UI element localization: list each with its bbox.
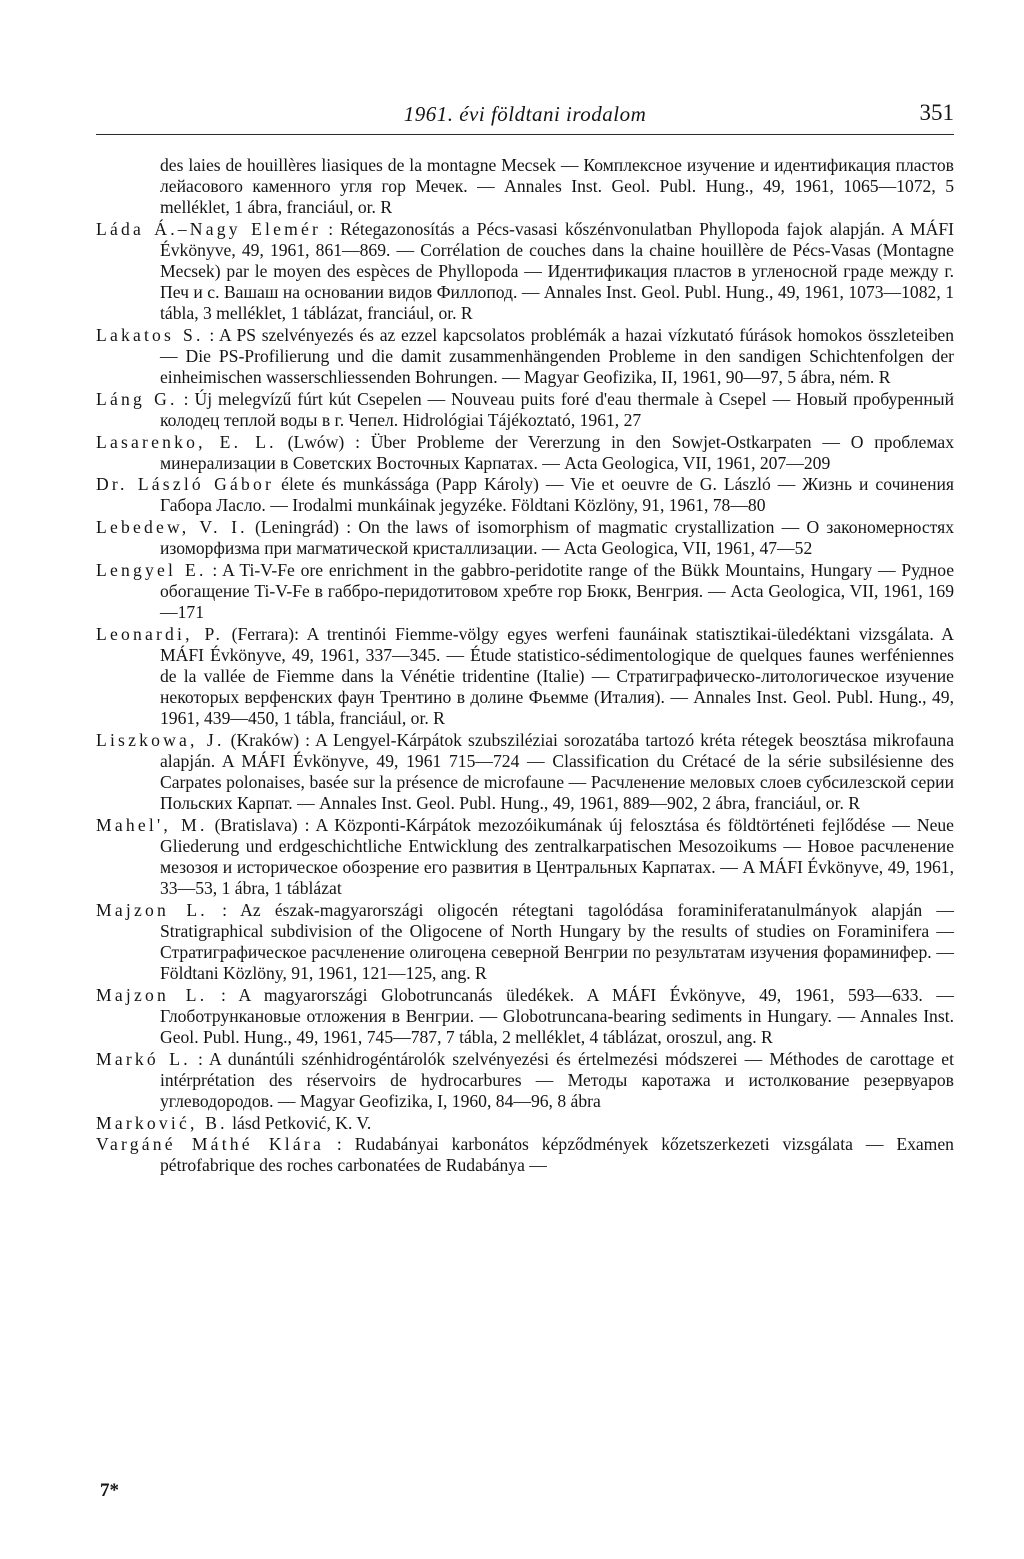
running-title: 1961. évi földtani irodalom xyxy=(403,102,647,126)
entry-author: Dr. László Gábor xyxy=(96,474,275,495)
bibliography-entry xyxy=(96,1049,954,1112)
entry-author: Lebedew, V. I. xyxy=(96,517,248,538)
bibliography-entry xyxy=(96,624,954,729)
bibliography-entry xyxy=(96,389,954,431)
entry-author: Majzon L. xyxy=(96,984,208,1005)
entry-author: Vargáné Máthé Klára xyxy=(96,1134,324,1155)
entry-text: (Lwów) : Über Probleme der Vererzung in den Sowjet-Ostkarpaten — О проблемах минерализации в Советских Восточных Карпатах. — Acta Geologica, VII, 1961, 207—209 xyxy=(160,431,954,473)
entry-author: Leonardi, P. xyxy=(96,623,224,644)
entry-text: élete és munkássága (Papp Károly) — Vie et oeuvre de G. László — Жизнь и сочинения Габора Ласло. — Irodalmi munkáinak jegyzéke. Földtani Közlöny, 91, 1961, 78—80 xyxy=(160,474,954,516)
entry-text: (Bratislava) : A Központi-Kárpátok mezozóikumának új felosztása és földtörténeti fejlődése — Neue Gliederung und erdgeschichtliche Entwicklung des zentralkarpatischen Mesozoikums — Новое расчленение мезозоя и историческое обозрение его развития в Центральных Карпатах. — A MÁFI Évkönyve, 49, 1961, 33—53, 1 ábra, 1 táblázat xyxy=(160,814,954,899)
entry-author: Láda Á.–Nagy Elemér xyxy=(96,218,322,239)
entry-author: Mahel', M. xyxy=(96,814,208,835)
entry-author: Liszkowa, J. xyxy=(96,729,225,750)
bibliography-entry xyxy=(96,560,954,623)
entry-author: Marković, B. xyxy=(96,1112,228,1133)
entry-text: : Új melegvízű fúrt kút Csepelen — Nouveau puits foré d'eau thermale à Csepel — Новый пробуренный колодец теплой воды в г. Чепел. Hidrológiai Tájékoztató, 1961, 27 xyxy=(160,388,954,430)
bibliography-entry xyxy=(96,815,954,899)
bibliography-entry xyxy=(96,219,954,324)
entry-author: Lakatos S. xyxy=(96,324,204,345)
entry-author: Markó L. xyxy=(96,1048,191,1069)
bibliography-entry xyxy=(96,432,954,474)
entry-text: : Az észak-magyarországi oligocén rétegtani tagolódása foraminiferatanulmányok alapján — Stratigraphical subdivision of the Oligocene of North Hungary by the results of studies on Foraminifera — Стратиграфическое расчленение олигоцена северной Венгрии по результатам изучения форaминифер. — Földtani Közlöny, 91, 1961, 121—125, ang. R xyxy=(160,899,954,984)
page-number: 351 xyxy=(919,100,954,125)
bibliography-entry xyxy=(96,730,954,814)
entry-author: Majzon L. xyxy=(96,899,208,920)
bibliography-entry xyxy=(96,155,954,218)
bibliography-entry xyxy=(96,985,954,1048)
entry-author: Lasarenko, E. L. xyxy=(96,431,277,452)
bibliography-entry xyxy=(96,900,954,984)
running-head xyxy=(96,96,954,135)
entry-text: : A PS szelvényezés és az ezzel kapcsolatos problémák a hazai vízkutató fúrások homokos összleteiben — Die PS-Profilierung und die damit zusammenhängenden Probleme in den sandigen Schichtenfolgen der einheimischen wasserschliessenden Bohrungen. — Magyar Geofizika, II, 1961, 90—97, 5 ábra, ném. R xyxy=(160,324,954,388)
bibliography-entry xyxy=(96,1134,954,1176)
signature-mark: 7* xyxy=(100,1480,119,1501)
entry-text: (Kraków) : A Lengyel-Kárpátok szubsziléziai sorozatába tartozó kréta rétegek beosztása mikrofauna alapján. A MÁFI Évkönyve, 49, 1961 715—724 — Classification du Crétacé de la série subsilésienne des Carpates polonaises, basée sur la présence de microfaune — Расчленение меловых слоев субсилезской серии Польских Карпат. — Annales Inst. Geol. Publ. Hung., 49, 1961, 889—902, 2 ábra, franciául, or. R xyxy=(160,729,955,814)
bibliography-entry xyxy=(96,474,954,516)
entry-author: Lengyel E. xyxy=(96,559,207,580)
entry-text: (Ferrara): A trentinói Fiemme-völgy egyes werfeni faunáinak statisztikai-üledéktani vizsgálata. A MÁFI Évkönyve, 49, 1961, 337—345. — Étude statistico-sédimentologique de quelques faunes werféniennes de la vallée de Fiemme dans la Vénétie tridentine (Italie) — Стратиграфическо-литологическое изучение некоторых верфенских фаун Трентино в долине Фьемме (Италия). — Annales Inst. Geol. Publ. Hung., 49, 1961, 439—450, 1 tábla, franciául, or. R xyxy=(160,623,955,729)
bibliography-entry xyxy=(96,1113,954,1134)
entry-text: : A Ti-V-Fe ore enrichment in the gabbro-peridotite range of the Bükk Mountains, Hungary — Рудное обогащение Ti-V-Fe в габбро-перидотитовом хребте гор Бюкк, Венгрия. — Acta Geologica, VII, 1961, 169—171 xyxy=(160,559,955,623)
entry-text: : A dunántúli szénhidrogéntárolók szelvényezési és értelmezési módszerei — Méthodes de carottage et intérprétation des réservoirs de hydrocarbures — Методы каротажа и истолкование резервуаров углеводородов. — Magyar Geofizika, I, 1960, 84—96, 8 ábra xyxy=(160,1048,954,1111)
entry-text: : A magyarországi Globotruncanás üledékek. A MÁFI Évkönyve, 49, 1961, 593—633. — Глоботрунканoвые отложения в Венгрии. — Globotruncana-bearing sediments in Hungary. — Annales Inst. Geol. Publ. Hung., 49, 1961, 745—787, 7 tábla, 2 melléklet, 4 táblázat, oroszul, ang. R xyxy=(160,984,954,1047)
entry-text: lásd Petković, K. V. xyxy=(232,1112,372,1133)
entry-text: des laies de houillères liasiques de la montagne Mecsek — Комплексное изучение и идентификация пластов лейасового каменного угля гор Мечек. — Annales Inst. Geol. Publ. Hung., 49, 1961, 1065—1072, 5 melléklet, 1 ábra, franciául, or. R xyxy=(160,155,954,218)
entry-author: Láng G. xyxy=(96,388,178,409)
entry-text: (Leningrád) : On the laws of isomorphism of magmatic crystallization — О закономерностях изоморфизма при магматической кристаллизации. — Acta Geologica, VII, 1961, 47—52 xyxy=(160,517,955,559)
bibliography-list xyxy=(96,155,954,1177)
entry-text: : Rétegazonosítás a Pécs-vasasi kőszénvonulatban Phyllopoda fajok alapján. A MÁFI Évkönyve, 49, 1961, 861—869. — Corrélation de couches dans la chaine houillère de Pécs-Vasas (Montagne Mecsek) par le moyen des espèces de Phyllopoda — Идентификация пластов в угленосной граде между г. Печ и с. Вашаш на основании видов Филлопод. — Annales Inst. Geol. Publ. Hung., 49, 1961, 1073—1082, 1 tábla, 3 melléklet, 1 táblázat, franciául, or. R xyxy=(160,218,954,324)
bibliography-entry xyxy=(96,325,954,388)
bibliography-entry xyxy=(96,517,954,559)
entry-text: : Rudabányai karbonátos képződmények kőzetszerkezeti vizsgálata — Examen pétrofabrique des roches carbonatées de Rudabánya — xyxy=(160,1134,954,1176)
